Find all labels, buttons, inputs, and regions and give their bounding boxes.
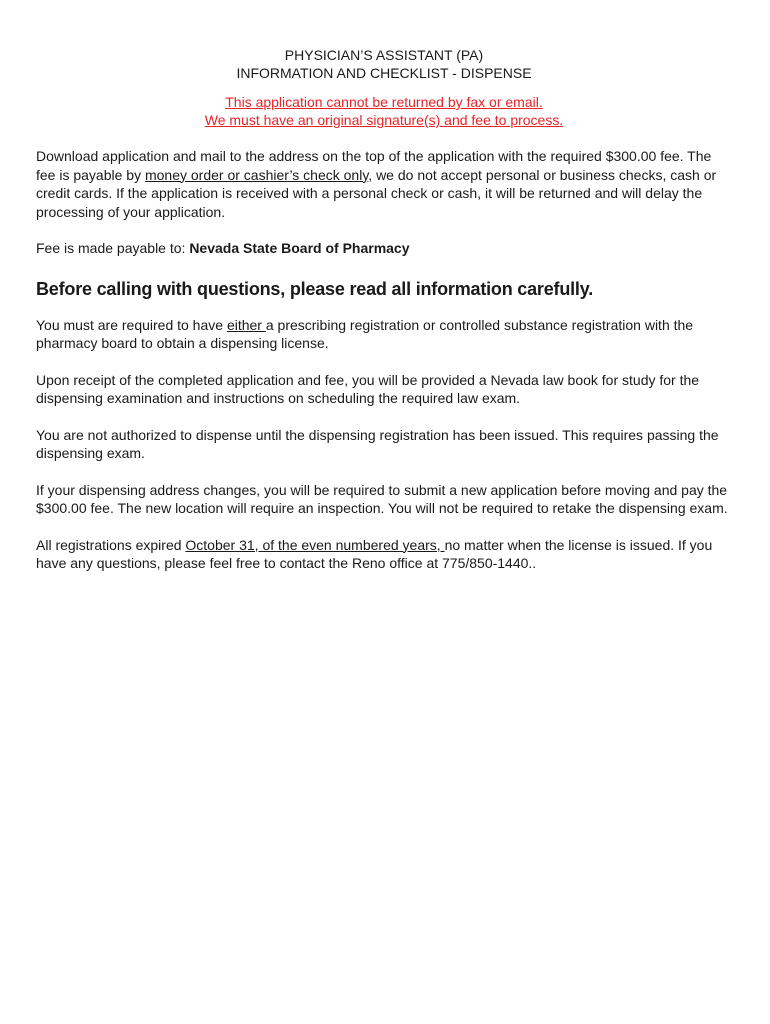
receipt-paragraph: Upon receipt of the completed application and fee, you will be provided a Nevada law book for study for the dispensing examination and instructions on scheduling the required law exam. bbox=[36, 371, 700, 406]
section-heading: Before calling with questions, please read all information carefully. bbox=[36, 278, 594, 299]
expiration-text-1: All registrations expired bbox=[36, 536, 186, 553]
authorization-paragraph: You are not authorized to dispense until the dispensing registration has been issued. This requires passing the dispensing exam. bbox=[36, 426, 719, 461]
fee-label: Fee is made payable to: bbox=[36, 240, 190, 256]
payment-method-underlined: money order or cashier’s check only bbox=[144, 166, 369, 183]
registration-either-underlined: either bbox=[226, 316, 266, 333]
intro-paragraph bbox=[36, 147, 732, 221]
registration-text-2: a prescribing registration or controlled substance registration with the pharmacy board to obtain a dispensing license. bbox=[36, 316, 694, 351]
address-change-paragraph: If your dispensing address changes, you will be required to submit a new application before moving and pay the $300.00 fee. The new location will require an inspection. You will not be required to retake the dispensing exam. bbox=[36, 481, 728, 516]
fee-payee: Nevada State Board of Pharmacy bbox=[189, 240, 410, 256]
fee-payee-paragraph bbox=[36, 239, 732, 258]
signature-fee-notice: We must have an original signature(s) and fee to process. bbox=[204, 112, 564, 128]
intro-text-2: , we do not accept personal or business checks, cash or credit cards. If the application is received with a personal check or cash, it will be returned and will delay the processing of your application. bbox=[36, 166, 717, 220]
expiration-paragraph bbox=[36, 536, 732, 573]
expiration-date-underlined: October 31, of the even numbered years, bbox=[185, 536, 445, 553]
intro-text-1: Download application and mail to the address on the top of the application with the required $300.00 fee. The fee is payable by bbox=[36, 148, 712, 183]
registration-text-1: You must are required to have bbox=[36, 316, 227, 333]
expiration-text-2: no matter when the license is issued. If you have any questions, please feel free to contact the Reno office at 775/850-1440.. bbox=[36, 536, 713, 571]
document-title-line-1: PHYSICIAN’S ASSISTANT (PA) bbox=[284, 47, 484, 63]
fax-email-notice: This application cannot be returned by fax or email. bbox=[225, 94, 543, 110]
document-title-line-2: INFORMATION AND CHECKLIST - DISPENSE bbox=[236, 65, 532, 81]
registration-paragraph bbox=[36, 316, 732, 353]
